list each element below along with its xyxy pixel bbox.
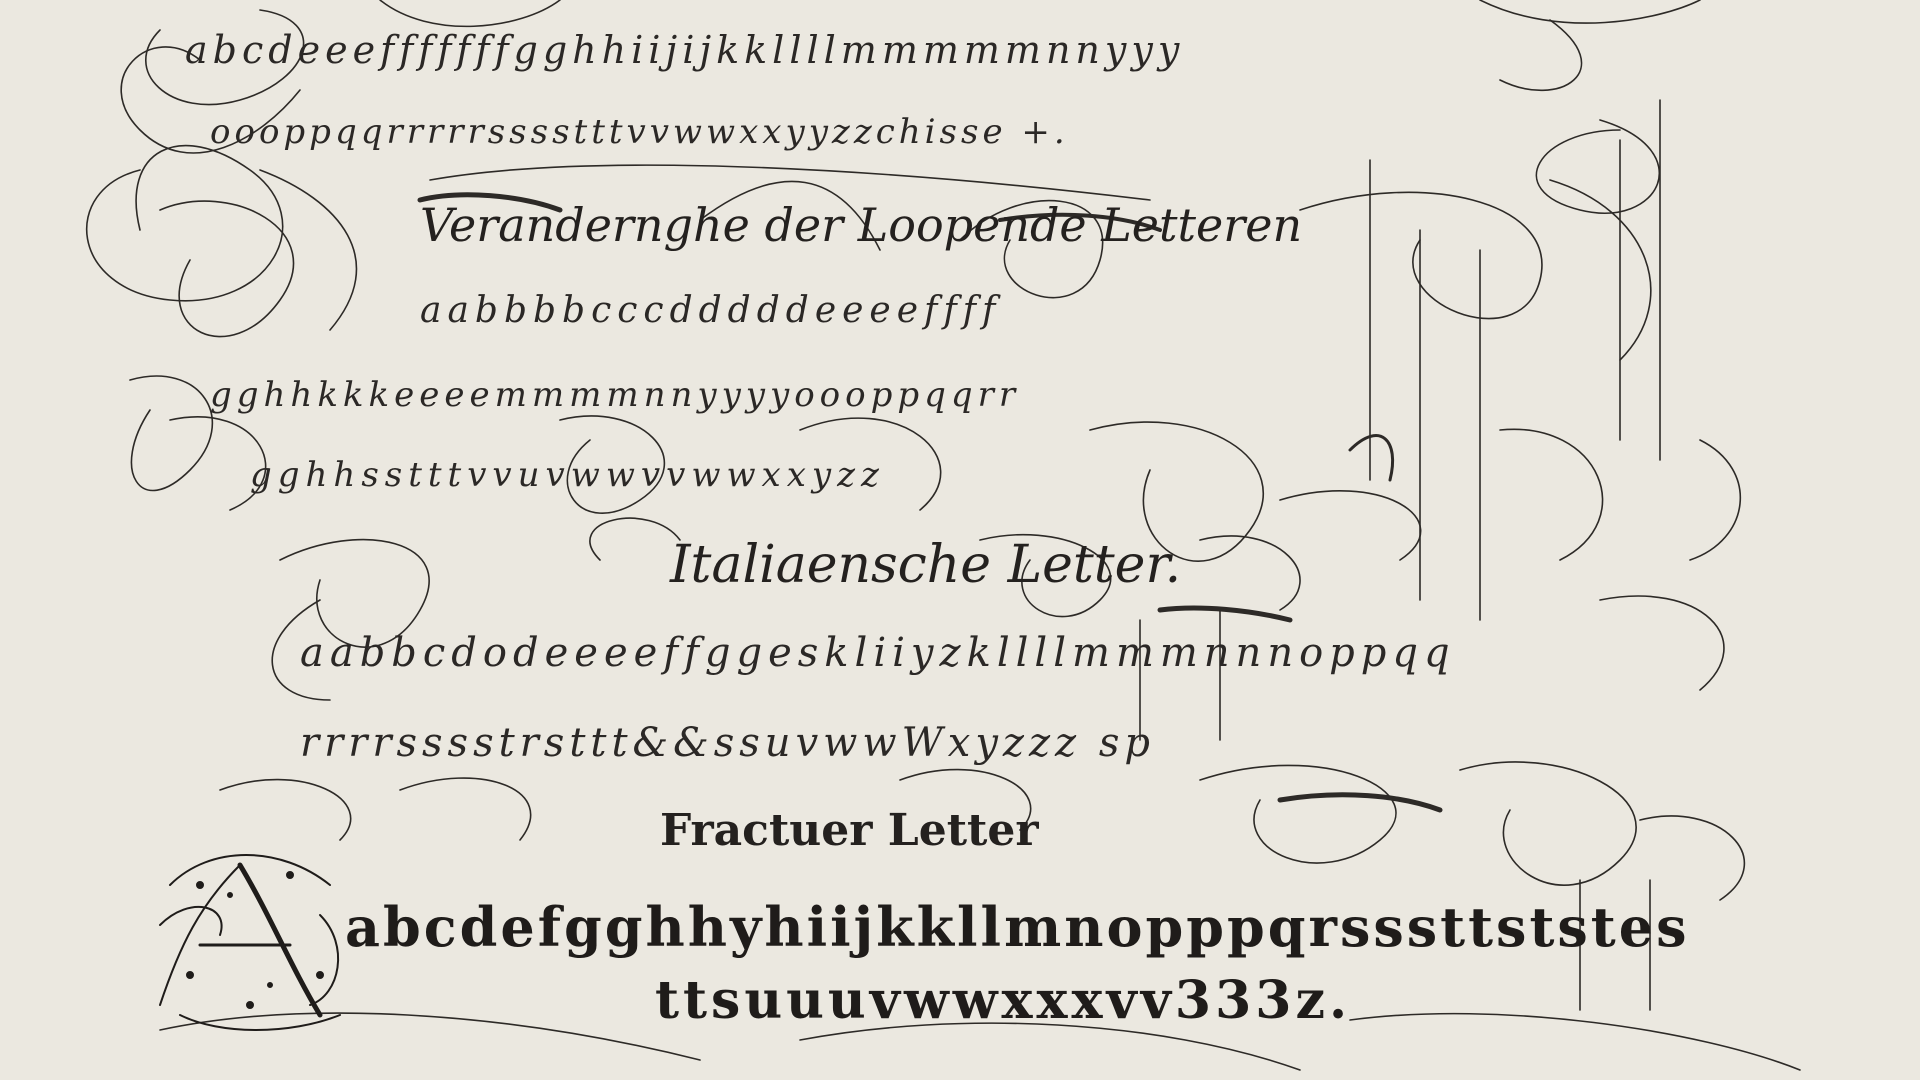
heading-lopende-letteren: Verandernghe der Loopende Letteren xyxy=(420,198,1303,252)
heading-fractuer-letter: Fractuer Letter xyxy=(660,805,1039,856)
script-line-1: abcdeeefffffffgghhiijijkkllllmmmmmnnyyy xyxy=(185,28,1185,72)
script-line-3: aabbbbcccdddddeeeeffff xyxy=(420,290,1002,331)
ornamental-initial xyxy=(140,825,370,1055)
script-line-2: oooppqqrrrrrsssstttvvwwxxyyzzchisse +. xyxy=(210,112,1069,152)
script-line-5: gghhsstttvvuvwwvvwwxxyzz xyxy=(250,455,885,495)
fraktur-line-1: abcdefgghhyhiijkkllmnopppqrsssttststes xyxy=(345,895,1690,959)
script-line-7: rrrrsssstrsttt&&ssuvwwWxyzzz sp xyxy=(300,720,1155,766)
script-line-4: gghhkkkeeeemmmmnnyyyyoooppqqrr xyxy=(210,375,1021,415)
fraktur-line-2: ttsuuuvwwxxxvv333z. xyxy=(655,970,1352,1031)
script-line-6: aabbcdodeeeeffggeskliiyzkllllmmmnnnoppqq xyxy=(300,630,1456,676)
heading-italiaensche-letter: Italiaensche Letter. xyxy=(670,535,1182,595)
